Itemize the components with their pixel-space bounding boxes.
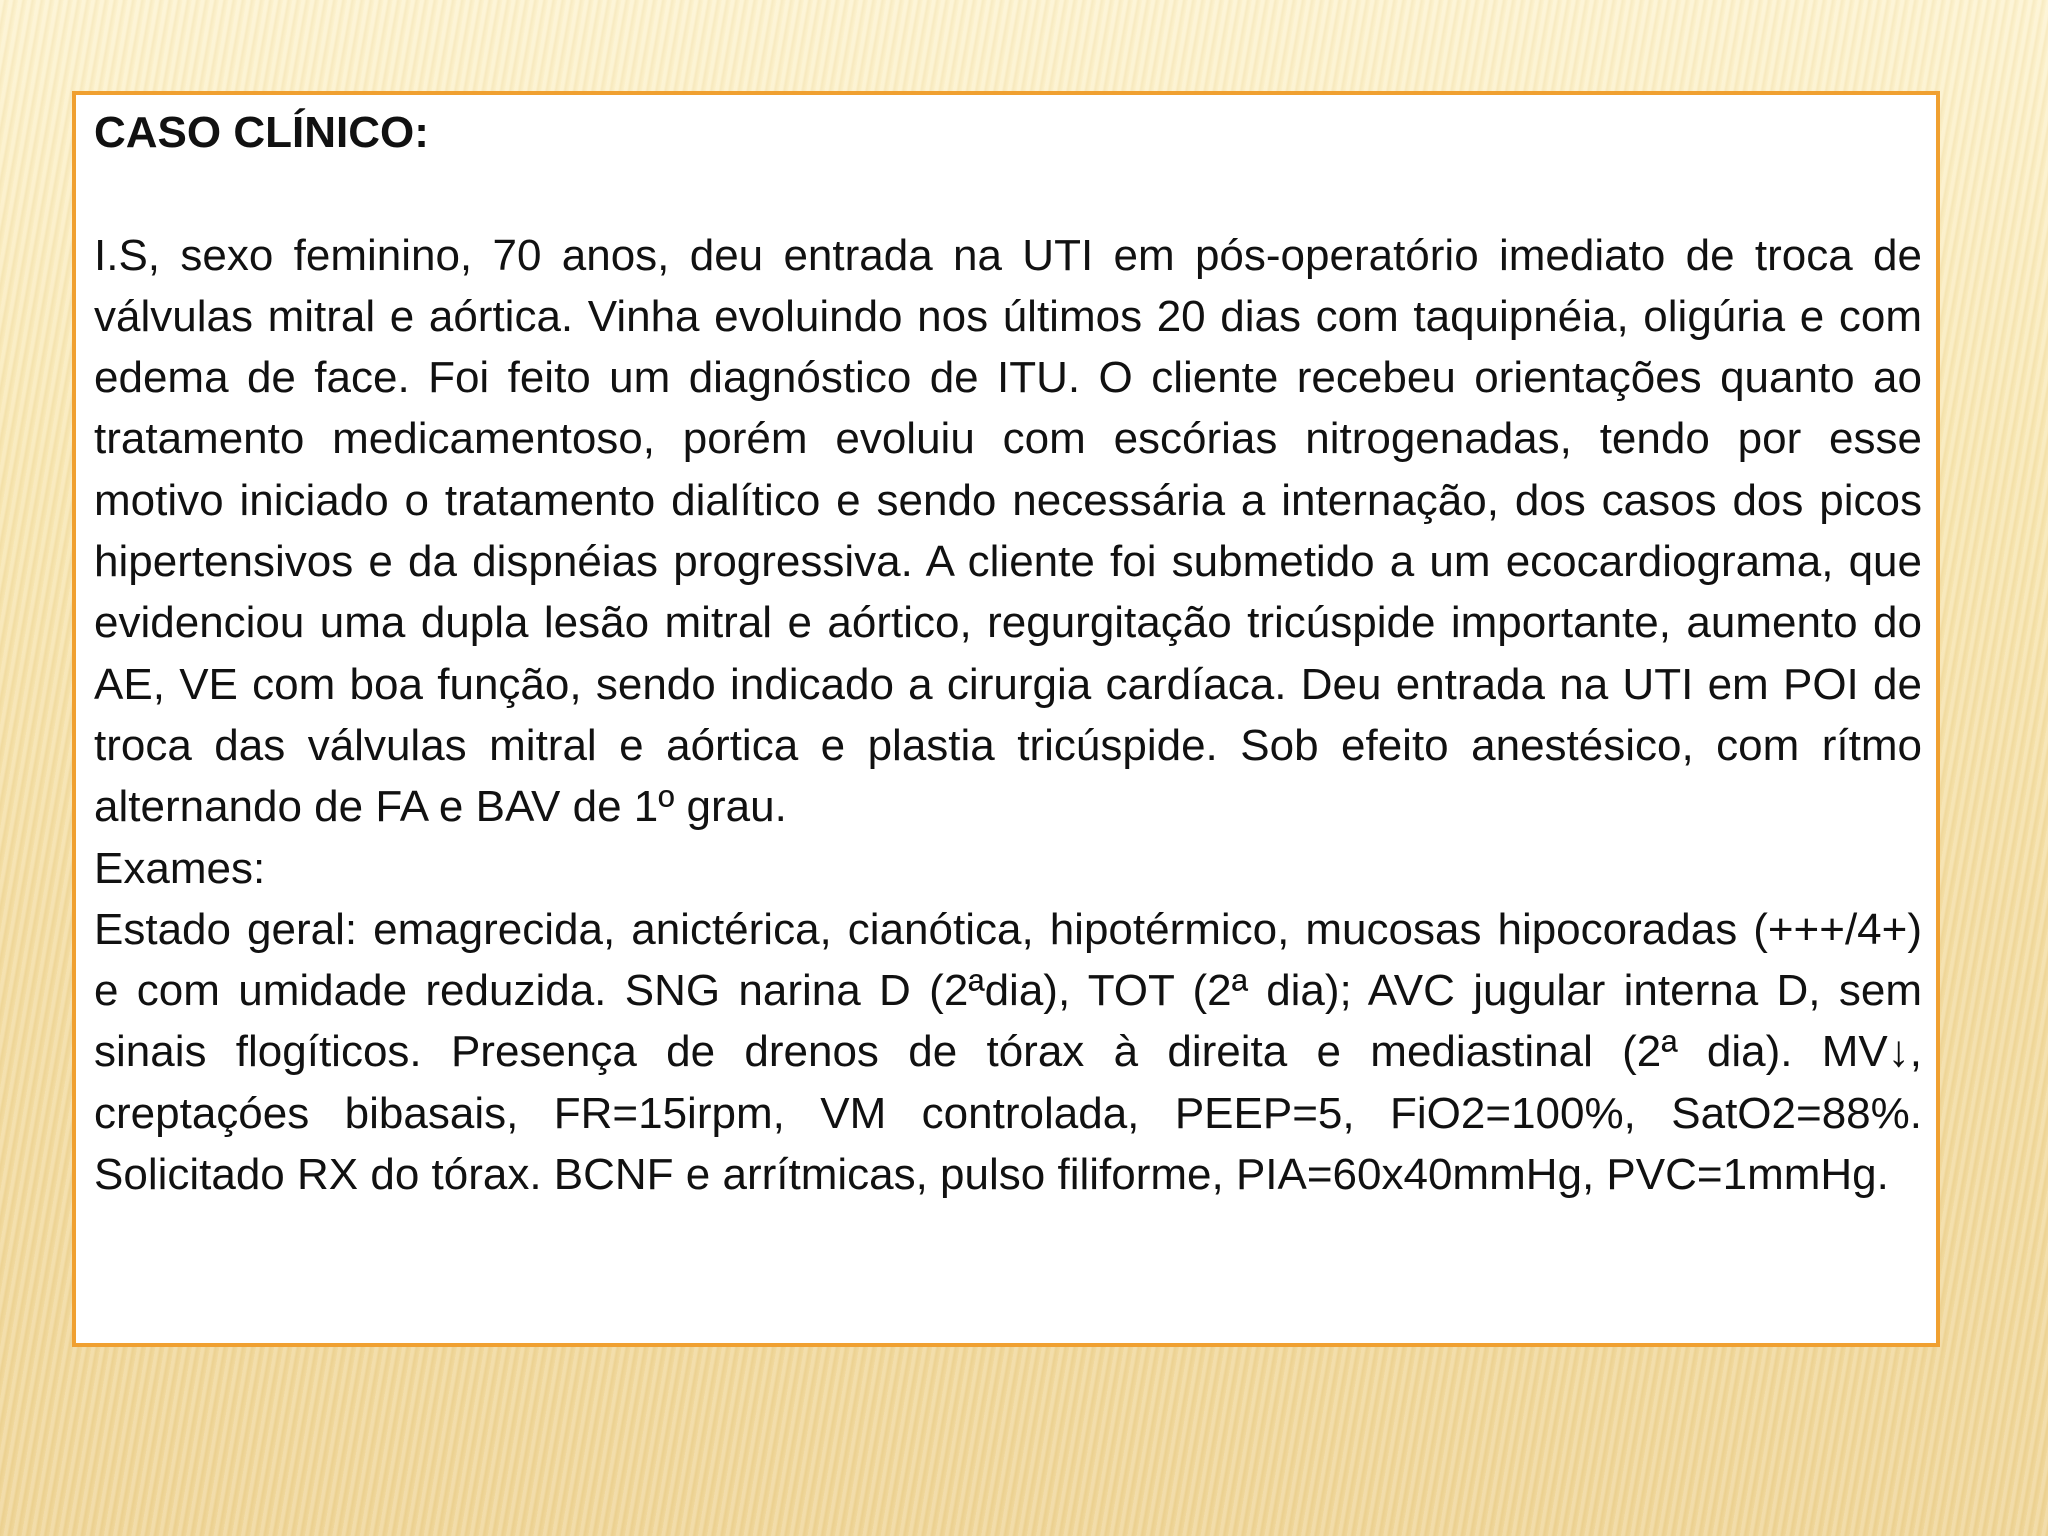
exams-heading: Exames: xyxy=(94,843,266,893)
exams-paragraph: Estado geral: emagrecida, anictérica, cianótica, hipotérmico, mucosas hipocoradas (+++/4+) e com umidade reduzida. SNG narina D (2ªdia), TOT (2ª dia); AVC jugular interna D, sem sinais flogíticos. Presença de drenos de tórax à direita e mediastinal (2ª dia). MV↓, creptaçóes bibasais, FR=15irpm, VM controlada, PEEP=5, FiO2=100%, SatO2=88%. Solicitado RX do tórax. BCNF e arrítmicas, pulso filiforme, PIA=60x40mmHg, PVC=1mmHg. xyxy=(94,904,1922,1200)
case-title: CASO CLÍNICO: xyxy=(94,108,429,157)
case-text xyxy=(94,102,1922,1205)
case-history-paragraph: I.S, sexo feminino, 70 anos, deu entrada na UTI em pós-operatório imediato de troca de válvulas mitral e aórtica. Vinha evoluindo nos últimos 20 dias com taquipnéia, oligúria e com edema de face. Foi feito um diagnóstico de ITU. O cliente recebeu orientações quanto ao tratamento medicamentoso, porém evoluiu com escórias nitrogenadas, tendo por esse motivo iniciado o tratamento dialítico e sendo necessária a internação, dos casos dos picos hipertensivos e da dispnéias progressiva. A cliente foi submetido a um ecocardiograma, que evidenciou uma dupla lesão mitral e aórtico, regurgitação tricúspide importante, aumento do AE, VE com boa função, sendo indicado a cirurgia cardíaca. Deu entrada na UTI em POI de troca das válvulas mitral e aórtica e plastia tricúspide. Sob efeito anestésico, com rítmo alternando de FA e BAV de 1º grau. xyxy=(94,230,1922,832)
